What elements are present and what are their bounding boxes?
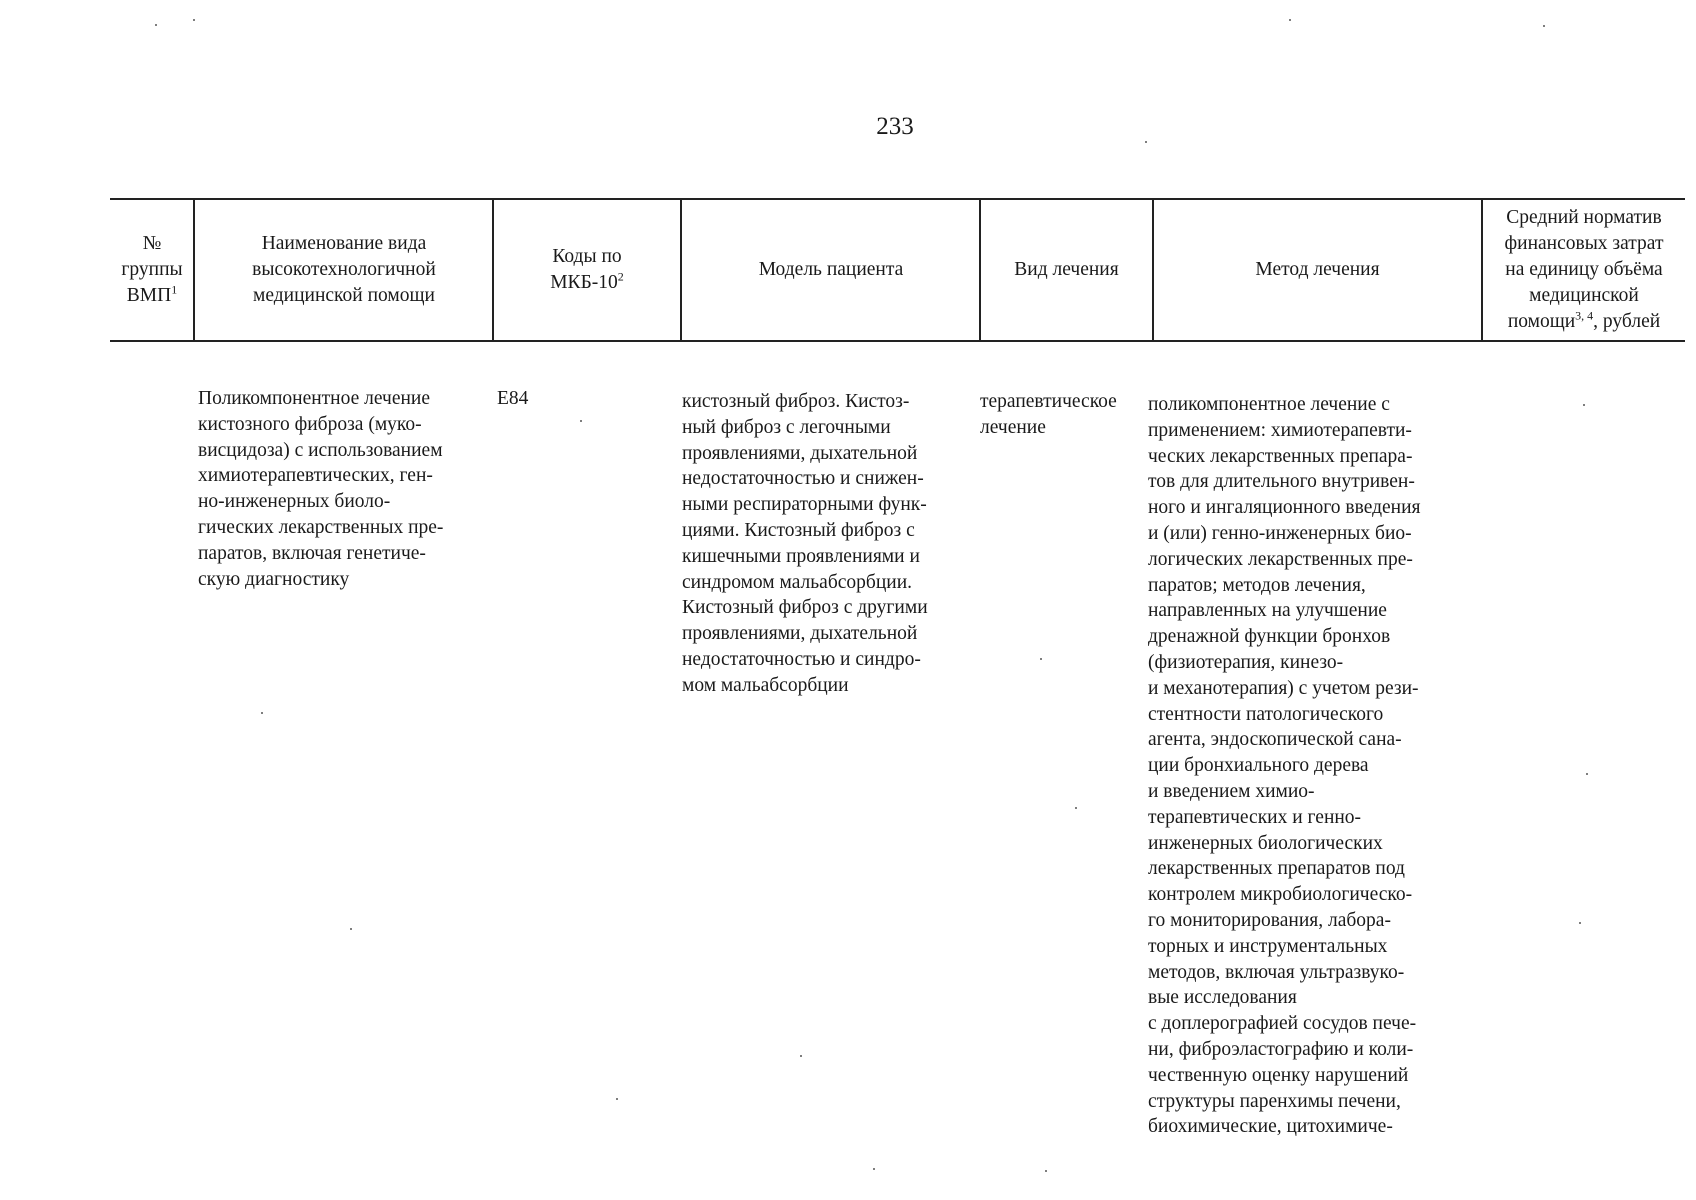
scan-speck bbox=[616, 1098, 618, 1100]
header-average-cost-unit: , рублей bbox=[1593, 311, 1661, 332]
scan-speck bbox=[1075, 807, 1077, 809]
header-average-cost bbox=[1483, 200, 1685, 340]
scan-speck bbox=[1543, 25, 1545, 27]
header-group-number-text: № группы ВМП bbox=[121, 233, 183, 306]
scan-speck bbox=[350, 928, 352, 930]
header-group-number bbox=[110, 200, 194, 340]
header-patient-model: Модель пациента bbox=[758, 259, 904, 280]
scan-speck bbox=[261, 712, 263, 714]
page-number: 233 bbox=[876, 113, 914, 140]
scan-speck bbox=[873, 1168, 875, 1170]
footnote-1: 1 bbox=[171, 282, 178, 297]
table-header bbox=[110, 198, 1685, 342]
treatment-type-cell: терапевтическое лечение bbox=[980, 391, 1117, 438]
scan-speck bbox=[1586, 773, 1588, 775]
scan-speck bbox=[1145, 141, 1147, 143]
scan-speck bbox=[1040, 658, 1042, 660]
scan-speck bbox=[1583, 404, 1585, 406]
scan-speck bbox=[1289, 19, 1291, 21]
scan-speck bbox=[155, 24, 157, 26]
header-treatment-method: Метод лечения bbox=[1255, 259, 1380, 280]
scan-speck bbox=[800, 1055, 802, 1057]
scan-speck bbox=[1045, 1170, 1047, 1172]
footnote-3-4: 3, 4 bbox=[1575, 308, 1594, 323]
header-average-cost-text: Средний норматив финансовых затрат на единицу объёма медицинской помощи bbox=[1504, 207, 1664, 332]
header-treatment-type: Вид лечения bbox=[1014, 259, 1119, 280]
treatment-method-cell: поликомпонентное лечение с применением: химиотерапевти- ческих лекарственных препара- тов для длительного внутривен- ного и ингаляционного введения и (или) генно-инженерных био- логических лекарственных пре- паратов; методов лечения, направленных на улучшение дренажной функции бронхов (физиотерапия, кинезо- и механотерапия) с учетом рези- стентности патологического агента, эндоскопической сана- ции бронхиального дерева и введением химио- терапевтических и генно- инженерных биологических лекарственных препаратов под контролем микробиологическо- го мониторирования, лабора- торных и инструментальных методов, включая ультразвуко- вые исследования с доплерографией сосудов пече- ни, фиброэластографию и коли- чественную оценку нарушений структуры паренхимы печени, биохимические, цитохимиче- bbox=[1148, 394, 1421, 1138]
scan-speck bbox=[1579, 922, 1581, 924]
footnote-2: 2 bbox=[617, 269, 624, 284]
header-care-type-name: Наименование вида высокотехнологичной медицинской помощи bbox=[252, 233, 436, 306]
icd-code-cell: E84 bbox=[497, 388, 529, 409]
header-icd-codes bbox=[494, 200, 680, 340]
scan-speck bbox=[193, 19, 195, 21]
scan-speck bbox=[580, 420, 582, 422]
header-icd-codes-text: Коды по МКБ-10 bbox=[550, 246, 622, 293]
patient-model-cell: кистозный фиброз. Кистоз- ный фиброз с легочными проявлениями, дыхательной недостаточностью и снижен- ными респираторными функ- циями. Кистозный фиброз с кишечными проявлениями и синдромом мальабсорбции. Кистозный фиброз с другими проявлениями, дыхательной недостаточностью и синдро- мом мальабсорбции bbox=[682, 391, 928, 696]
care-type-name-cell: Поликомпонентное лечение кистозного фиброза (муко- висцидоза) с использованием химиотерапевтических, ген- но-инженерных биоло- гических лекарственных пре- паратов, включая генетиче- скую диагностику bbox=[198, 388, 444, 590]
